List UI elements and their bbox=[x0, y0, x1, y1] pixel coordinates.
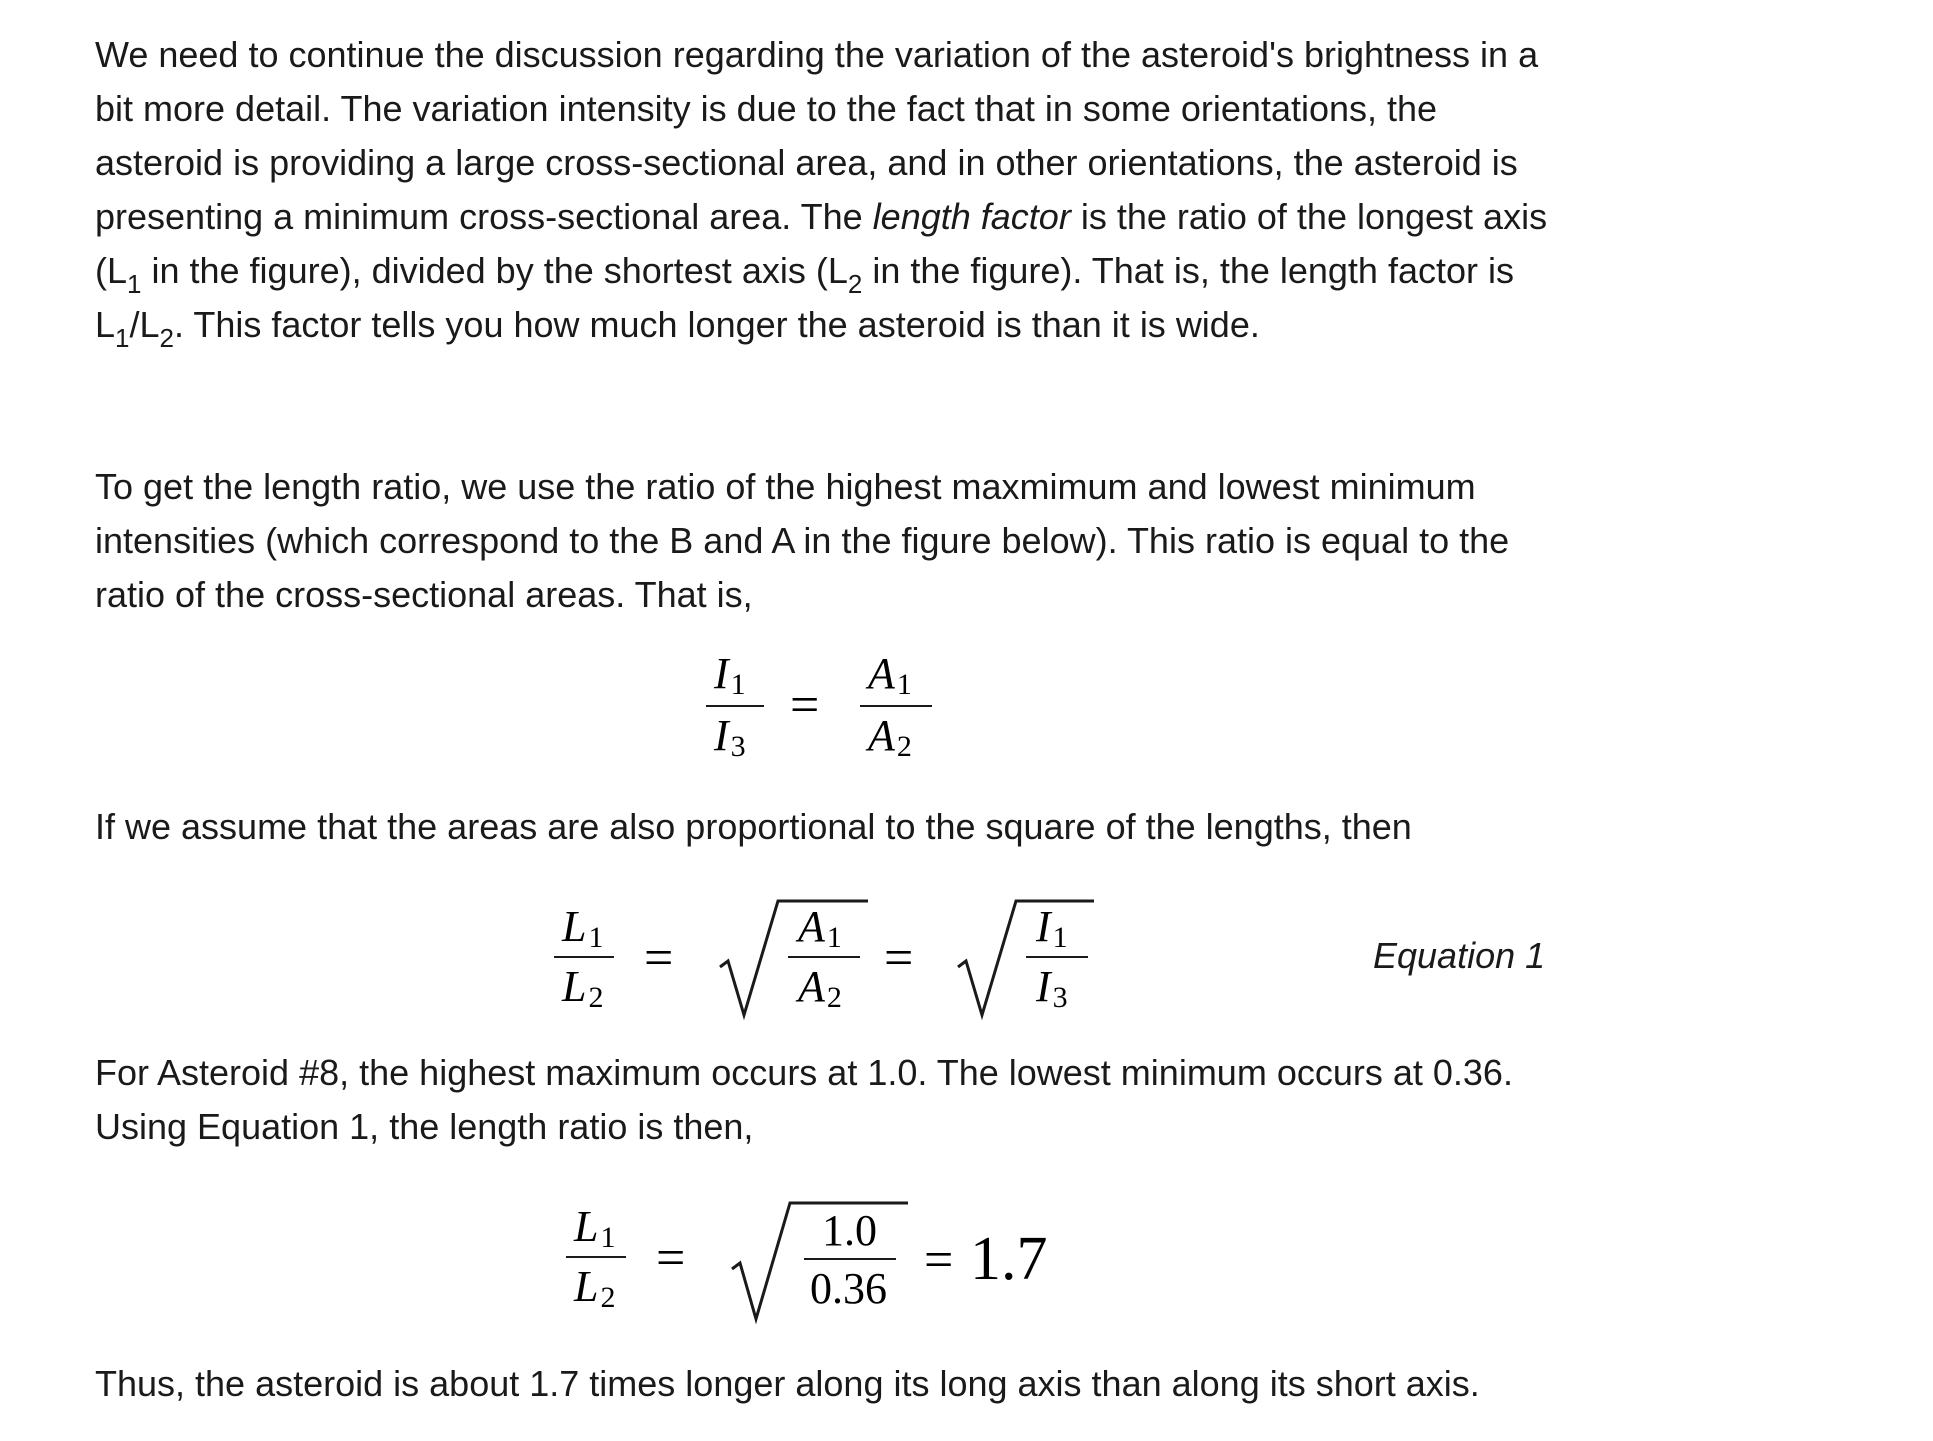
eq3-result: 1.7 bbox=[970, 1225, 1048, 1293]
eq2-r1-num: A1 bbox=[798, 902, 842, 954]
eq3-lhs-den: L2 bbox=[574, 1262, 616, 1314]
eq3-r-den: 0.36 bbox=[810, 1264, 887, 1313]
eq3-lhs-num: L1 bbox=[574, 1202, 616, 1254]
eq2-lhs-den: L2 bbox=[562, 962, 604, 1014]
eq1-num2: A1 bbox=[868, 649, 912, 701]
eq2-equals-1: = bbox=[644, 930, 674, 987]
eq2-lhs-num: L1 bbox=[562, 902, 604, 954]
equation-1-label: Equation 1 bbox=[1373, 935, 1546, 976]
eq1-den1: I3 bbox=[714, 711, 746, 763]
equation-length-ratio-result bbox=[560, 1195, 1120, 1336]
eq2-r2-den: I3 bbox=[1036, 962, 1068, 1014]
paragraph-length-ratio: To get the length ratio, we use the ratio of the highest maxmimum and lowest minimum intensities (which correspond to the B and A in the figure below). This ratio is equal to the ratio of the cross-sectional areas. That is, bbox=[95, 466, 1510, 615]
paragraph-conclusion: Thus, the asteroid is about 1.7 times longer along its long axis than along its short axis. bbox=[95, 1363, 1480, 1404]
eq2-r2-num: I1 bbox=[1036, 902, 1068, 954]
paragraph-asteroid-8: For Asteroid #8, the highest maximum occurs at 1.0. The lowest minimum occurs at 0.36. Using Equation 1, the length ratio is then, bbox=[95, 1052, 1513, 1147]
equation-1 bbox=[548, 895, 1108, 1036]
document-body bbox=[95, 28, 1565, 352]
equation-result-svg bbox=[560, 1195, 1120, 1325]
eq3-equals-1: = bbox=[656, 1230, 686, 1287]
eq1-num1: I1 bbox=[714, 649, 746, 701]
eq2-r1-den: A2 bbox=[798, 962, 842, 1014]
eq1-equals: = bbox=[790, 677, 820, 734]
eq2-equals-2: = bbox=[884, 930, 914, 987]
term-length-factor: length factor bbox=[872, 196, 1071, 237]
eq3-r-num: 1.0 bbox=[822, 1206, 877, 1255]
equation-intensity-area-ratio bbox=[700, 650, 960, 771]
equation-intensity-area-svg bbox=[700, 649, 960, 763]
paragraph-areas-proportional: If we assume that the areas are also proportional to the square of the lengths, then bbox=[95, 806, 1412, 847]
paragraph-length-factor: We need to continue the discussion regarding the variation of the asteroid's brightness in a bit more detail. The variation intensity is due to the fact that in some orientations, the asteroid is providing a large cross-sectional area, and in other orientations, the asteroid is presenting a minimum cross-sectional area. The length factor is the ratio of the longest axis ($L_1$ in the figure), divided by the shortest axis ($L_2$ in the figure). That is, the length factor is $L_1/L_2$. This factor tells you how much longer the asteroid is than it is wide. bbox=[95, 34, 1548, 353]
equation-1-svg bbox=[548, 895, 1108, 1025]
eq1-den2: A2 bbox=[868, 711, 912, 763]
eq3-equals-2: = bbox=[924, 1232, 954, 1289]
